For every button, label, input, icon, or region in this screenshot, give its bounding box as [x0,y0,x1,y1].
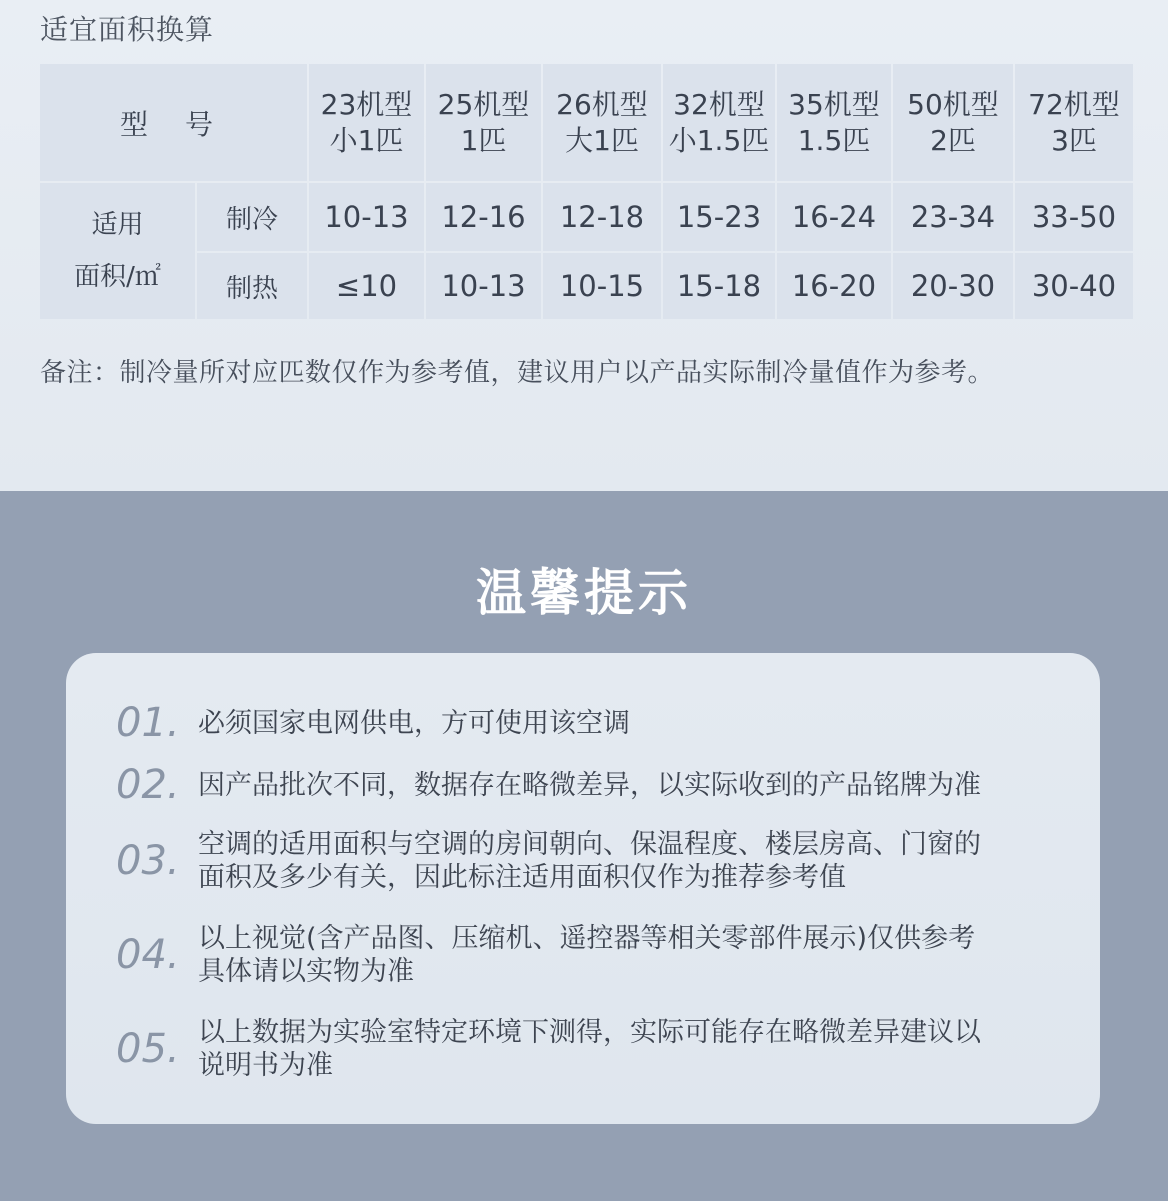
section-title: 适宜面积换算 [40,13,215,46]
tip-text [198,828,981,894]
tip-item-2 [116,762,1076,808]
model-power: 3匹 [1051,123,1097,157]
tip-line: 因产品批次不同，数据存在略微差异，以实际收到的产品铭牌为准 [198,769,981,801]
model-name: 25机型 [437,87,530,121]
tip-line: 面积及多少有关，因此标注适用面积仅作为推荐参考值 [198,862,846,893]
model-header: 型 号 [40,64,307,181]
model-header-23 [309,64,424,181]
tip-text [198,922,975,988]
table-cell: 12-16 [426,183,541,251]
tip-item-3 [116,828,1076,894]
model-power: 1.5匹 [797,123,871,157]
tip-number: 02. [116,762,180,808]
tip-number: 05. [116,1026,180,1072]
tip-text [198,769,981,802]
tip-number: 01. [116,700,180,746]
area-label [40,183,195,319]
mode-heating: 制热 [197,253,307,319]
tip-item-1 [116,700,1076,746]
tip-item-5 [116,1016,1076,1082]
model-power: 大1匹 [565,123,639,157]
model-name: 35机型 [788,87,880,121]
tip-line: 必须国家电网供电，方可使用该空调 [198,707,630,739]
table-cell: 12-18 [543,183,661,251]
tip-line: 以上视觉(含产品图、压缩机、遥控器等相关零部件展示)仅供参考 [198,923,976,954]
model-name: 50机型 [907,87,999,121]
table-cell: 16-20 [777,253,891,319]
model-header-35 [777,64,891,181]
model-power: 2匹 [930,123,976,157]
tip-number: 03. [116,838,180,884]
model-name: 32机型 [673,87,765,121]
table-cell: 30-40 [1015,253,1133,319]
table-cell: 15-23 [663,183,775,251]
tip-number: 04. [116,932,180,978]
table-note: 备注：制冷量所对应匹数仅作为参考值，建议用户以产品实际制冷量值作为参考。 [40,358,995,388]
model-power: 1匹 [460,123,507,157]
model-header-25 [426,64,541,181]
table-cell: 33-50 [1015,183,1133,251]
tip-item-4 [116,922,1076,988]
tip-line: 空调的适用面积与空调的房间朝向、保温程度、楼层房高、门窗的 [198,829,981,860]
model-power: 小1.5匹 [668,123,770,157]
table-cell: 23-34 [893,183,1013,251]
table-cell: 16-24 [777,183,891,251]
model-header-26 [543,64,661,181]
table-cell: ≤10 [309,253,424,319]
mode-cooling: 制冷 [197,183,307,251]
area-label-line1: 适用 [91,210,144,240]
model-name: 72机型 [1028,87,1120,121]
area-table [40,64,1120,317]
area-label-line2: 面积/㎡ [74,262,161,292]
table-cell: 20-30 [893,253,1013,319]
table-cell: 10-15 [543,253,661,319]
table-cell: 10-13 [426,253,541,319]
model-power: 小1匹 [329,123,404,157]
model-header-32 [663,64,775,181]
tip-line: 以上数据为实验室特定环境下测得，实际可能存在略微差异建议以 [198,1017,981,1048]
model-header-50 [893,64,1013,181]
tip-text [198,1016,981,1082]
model-name: 26机型 [556,87,648,121]
tip-line: 具体请以实物为准 [198,956,414,987]
tip-line: 说明书为准 [198,1050,333,1081]
table-cell: 10-13 [309,183,424,251]
table-cell: 15-18 [663,253,775,319]
tip-text [198,707,630,740]
model-name: 23机型 [320,87,413,121]
model-header-72 [1015,64,1133,181]
tips-title: 温馨提示 [476,564,692,622]
